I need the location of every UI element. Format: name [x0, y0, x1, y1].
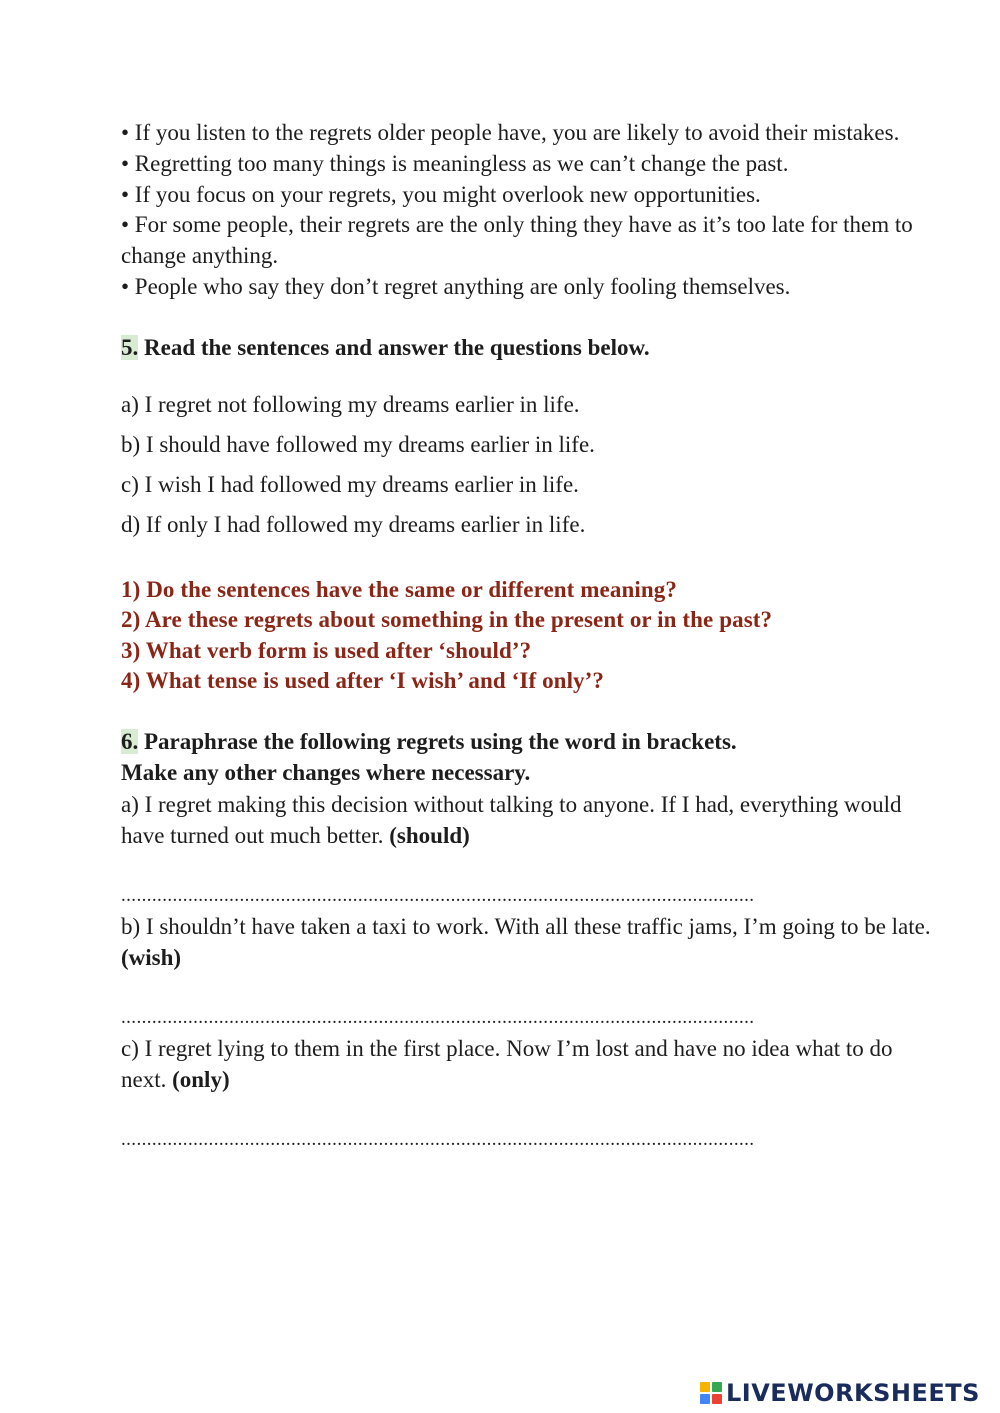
section-5-heading — [121, 333, 941, 364]
logo-square — [712, 1382, 722, 1392]
question: 4) What tense is used after ‘I wish’ and ‘If only’? — [121, 668, 605, 694]
paraphrase-prompt — [121, 789, 941, 851]
section-title: Read the sentences and answer the questions below. — [138, 334, 650, 360]
question: 3) What verb form is used after ‘should’? — [121, 637, 532, 663]
bullet-item: • For some people, their regrets are the only thing they have as it’s too late for them to change anything. — [121, 212, 913, 269]
example-sentence: b) I should have followed my dreams earlier in life. — [121, 431, 595, 457]
example-sentence: c) I wish I had followed my dreams earlier in life. — [121, 471, 579, 497]
liveworksheets-logo[interactable] — [700, 1378, 980, 1408]
example-sentence: d) If only I had followed my dreams earlier in life. — [121, 511, 586, 537]
paraphrase-prompt — [121, 1033, 941, 1095]
keyword: (should) — [389, 822, 470, 848]
prompt-text: c) I regret lying to them in the first place. Now I’m lost and have no idea what to do next. — [121, 1035, 893, 1092]
prompt-text: b) I shouldn’t have taken a taxi to work. With all these traffic jams, I’m going to be late. — [121, 913, 931, 939]
section-title: Paraphrase the following regrets using the word in brackets. — [138, 728, 737, 754]
bullet-item: • People who say they don’t regret anything are only fooling themselves. — [121, 273, 791, 299]
paraphrase-prompt — [121, 911, 941, 973]
question: 1) Do the sentences have the same or different meaning? — [121, 576, 677, 602]
example-sentence: a) I regret not following my dreams earlier in life. — [121, 391, 580, 417]
logo-square — [700, 1382, 710, 1392]
intro-bullet-list — [121, 118, 941, 303]
paraphrase-item — [121, 789, 941, 911]
logo-square — [712, 1394, 722, 1404]
section-number: 6. — [121, 728, 139, 754]
answer-line[interactable]: ........................................................................................................................... — [121, 884, 755, 906]
keyword: (wish) — [121, 944, 182, 970]
logo-square — [700, 1394, 710, 1404]
answer-line[interactable]: ........................................................................................................................... — [121, 1006, 755, 1028]
example-sentences — [121, 385, 941, 545]
logo-icon — [700, 1382, 722, 1404]
section-number: 5. — [121, 334, 139, 360]
logo-text: LIVEWORKSHEETS — [726, 1379, 980, 1407]
paraphrase-item — [121, 1033, 941, 1155]
bullet-item: • If you listen to the regrets older people have, you are likely to avoid their mistakes. — [121, 120, 900, 145]
bullet-item: • If you focus on your regrets, you might overlook new opportunities. — [121, 181, 761, 207]
question-list — [121, 575, 941, 697]
question: 2) Are these regrets about something in the present or in the past? — [121, 607, 773, 633]
worksheet-page — [121, 118, 941, 1155]
section-6-heading — [121, 727, 941, 758]
prompt-text: a) I regret making this decision without talking to anyone. If I had, everything would have turned out much better. — [121, 791, 902, 848]
section-6-instruction: Make any other changes where necessary. — [121, 759, 531, 785]
answer-line[interactable]: ........................................................................................................................... — [121, 1128, 755, 1150]
keyword: (only) — [172, 1066, 230, 1092]
paraphrase-item — [121, 911, 941, 1033]
bullet-item: • Regretting too many things is meaningless as we can’t change the past. — [121, 150, 789, 176]
